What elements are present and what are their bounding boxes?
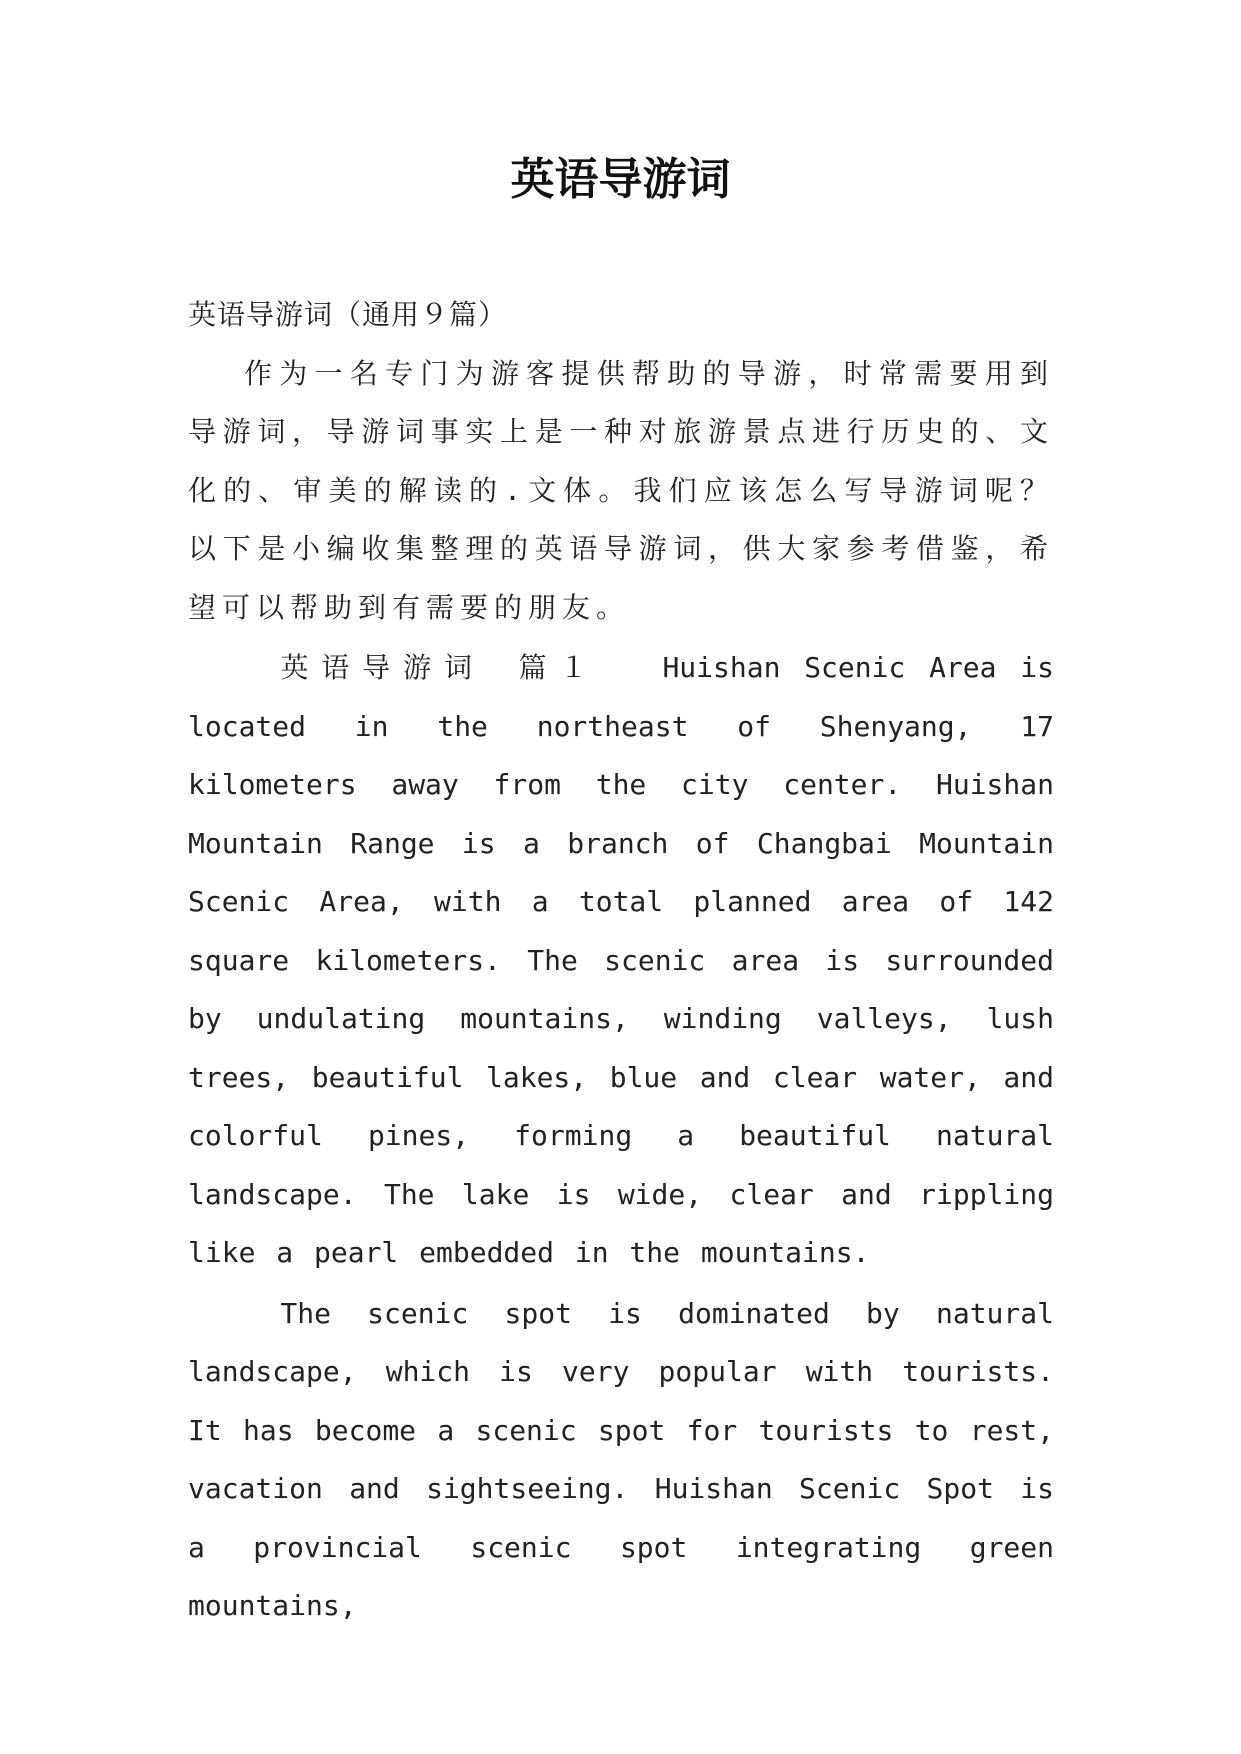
document-title: 英语导游词 bbox=[510, 154, 731, 205]
paragraph-2: The scenic spot is dominated by natural landscape, which is very popular with tourists. It has become a scenic spot for tourists to rest, vacation and sightseeing. Huishan Scenic Spot is a provincial scenic spot integrating green mountains, bbox=[188, 1296, 1054, 1622]
chapter-label: 英语导游词 篇１ bbox=[280, 651, 601, 684]
intro-paragraph: 作为一名专门为游客提供帮助的导游，时常需要用到导游词，导游词事实上是一种对旅游景点进行历史的、文化的、审美的解读的.文体。我们应该怎么写导游词呢？以下是小编收集整理的英语导游词，供大家参考借鉴，希望可以帮助到有需要的朋友。 bbox=[188, 356, 1054, 624]
paragraph-1-text: Huishan Scenic Area is located in the northeast of Shenyang, 17 kilometers away from the city center. Huishan Mountain Range is a branch of Changbai Mountain Scenic Area, with a total planned area of 142 square kilometers. The scenic area is surrounded by undulating mountains, winding valleys, lush trees, beautiful lakes, blue and clear water, and colorful pines, forming a beautiful natural landscape. The lake is wide, clear and rippling like a pearl embedded in the mountains. bbox=[188, 651, 1054, 1269]
chapter-paragraph-1 bbox=[188, 637, 1054, 1283]
document-subtitle: 英语导游词（通用９篇） bbox=[188, 298, 508, 331]
document-body bbox=[188, 286, 1054, 1636]
